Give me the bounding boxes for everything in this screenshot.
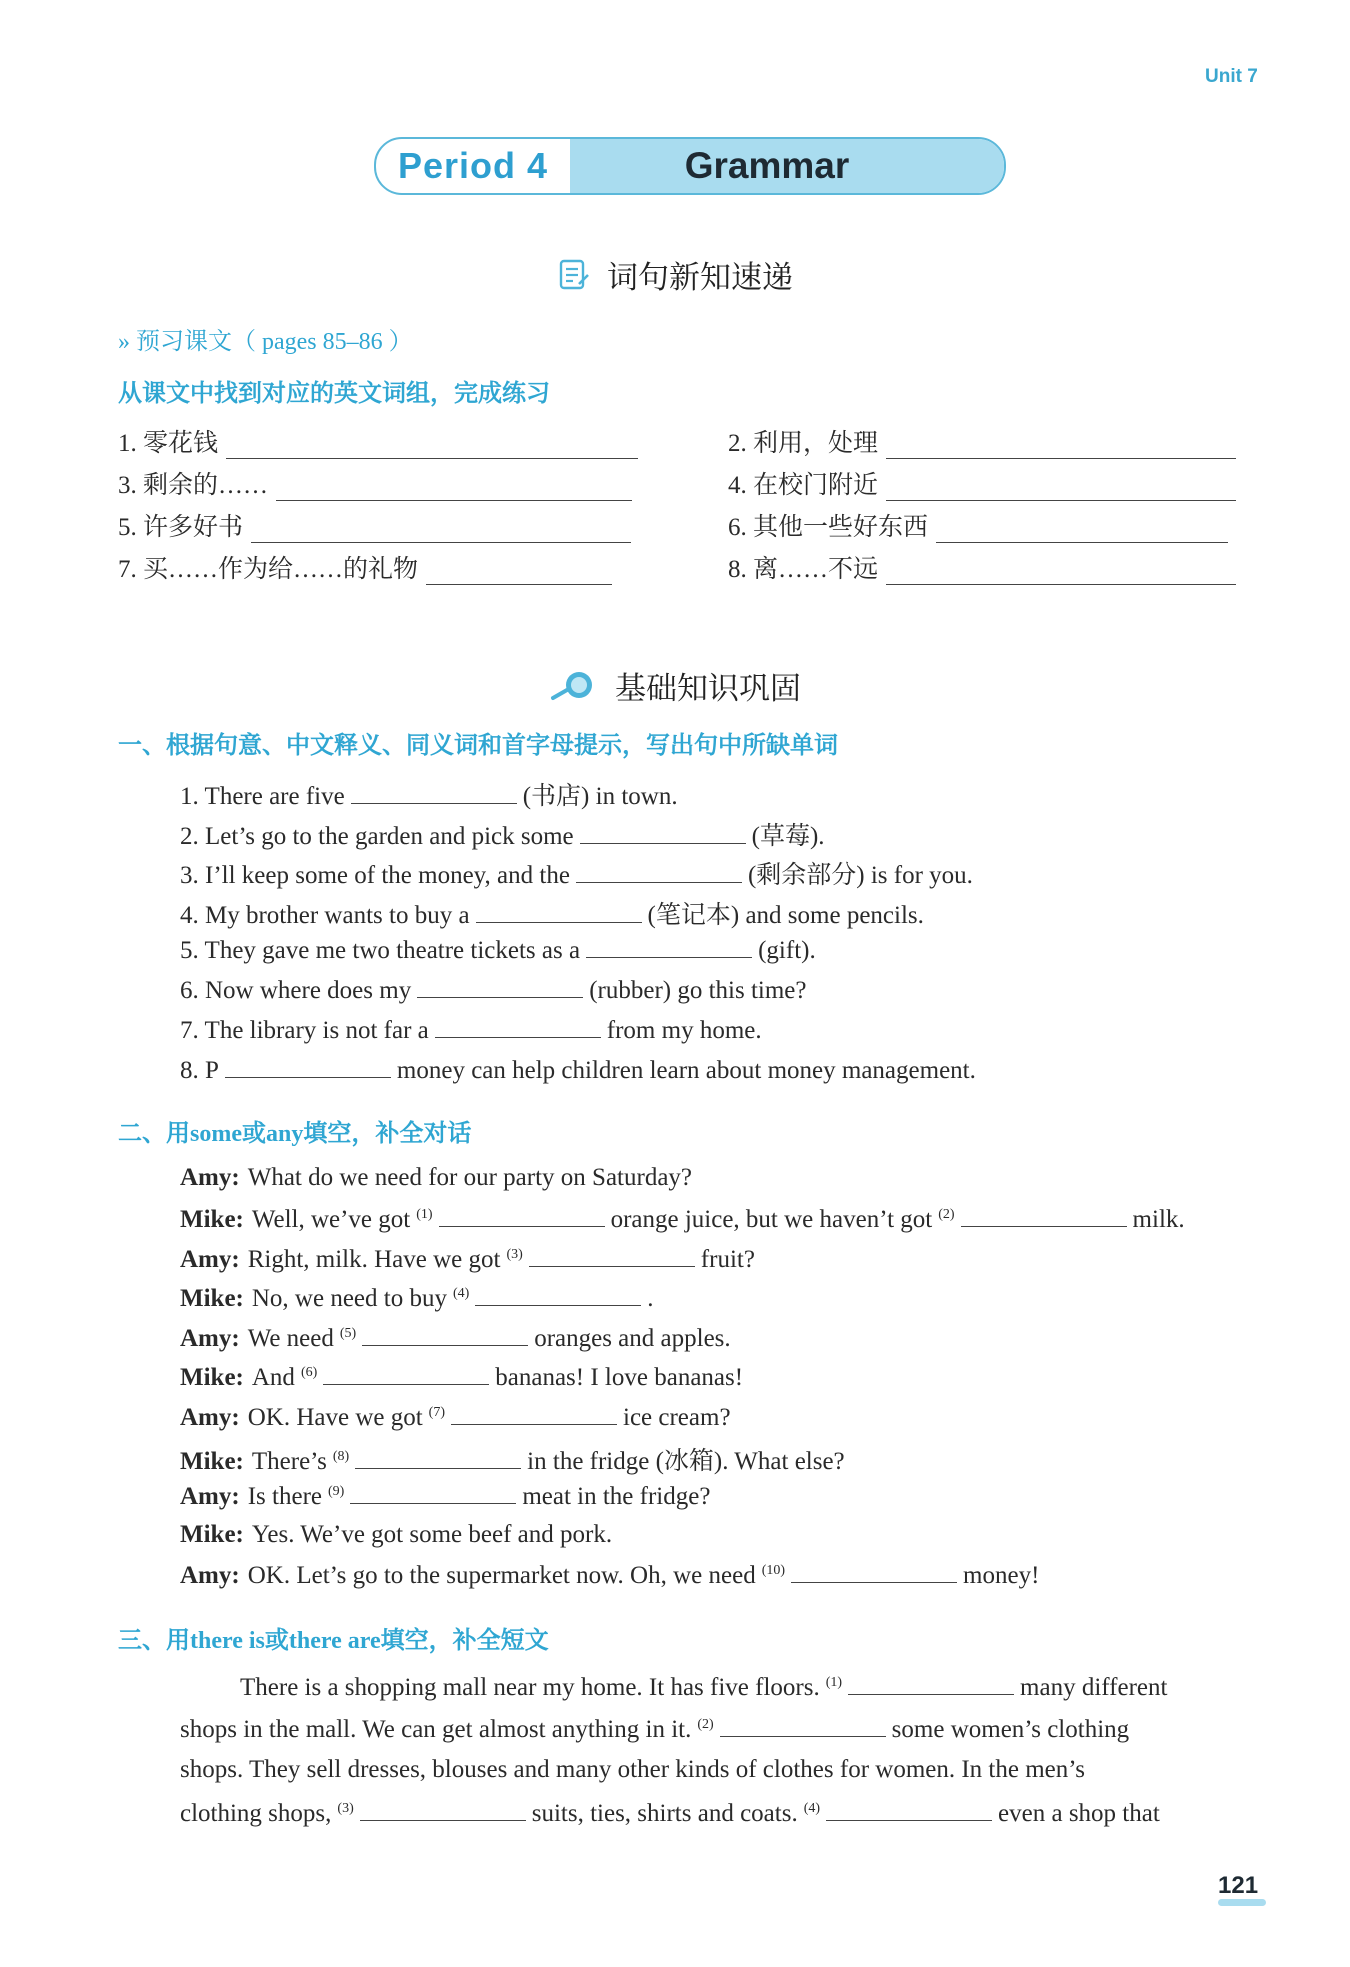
answer-blank[interactable] bbox=[276, 476, 632, 501]
section-basics-heading bbox=[0, 663, 1350, 708]
answer-blank[interactable] bbox=[826, 1798, 992, 1821]
answer-blank[interactable] bbox=[360, 1798, 526, 1821]
vocab-item: 3. 剩余的…… bbox=[118, 465, 632, 501]
answer-blank[interactable] bbox=[791, 1560, 957, 1583]
period-banner bbox=[374, 137, 1006, 195]
answer-blank[interactable] bbox=[323, 1362, 489, 1385]
answer-blank[interactable] bbox=[355, 1446, 521, 1469]
unit-label: Unit 7 bbox=[1205, 66, 1258, 87]
passage-line: There is a shopping mall near my home. It has five floors. $^{(1)}$ many different bbox=[240, 1674, 1168, 1701]
page-number: 121 bbox=[1218, 1872, 1259, 1899]
magnifier-icon bbox=[549, 668, 599, 704]
section-vocab-heading bbox=[0, 252, 1350, 297]
answer-blank[interactable] bbox=[580, 821, 746, 844]
answer-blank[interactable] bbox=[886, 560, 1236, 585]
vocab-item: 7. 买……作为给……的礼物 bbox=[118, 549, 612, 585]
vocab-instruction: 从课文中找到对应的英文词组，完成练习 bbox=[118, 379, 550, 407]
page-number-underline bbox=[1218, 1899, 1266, 1906]
answer-blank[interactable] bbox=[226, 434, 638, 459]
exercise-line: 2. Let’s go to the garden and pick some (草莓). bbox=[180, 823, 825, 850]
part-c-heading: 三、用there is或there are填空，补全短文 bbox=[118, 1626, 549, 1654]
dialogue-line: Amy: Is there $^{(9)}$ meat in the fridge? bbox=[180, 1483, 711, 1510]
section-basics-title: 基础知识巩固 bbox=[615, 671, 801, 707]
dialogue-line: Mike: There’s $^{(8)}$ in the fridge (冰箱). What else? bbox=[180, 1448, 845, 1475]
answer-blank[interactable] bbox=[720, 1714, 886, 1737]
passage-line: clothing shops, $^{(3)}$ suits, ties, shirts and coats. $^{(4)}$ even a shop that bbox=[180, 1800, 1160, 1827]
exercise-line: 3. I’ll keep some of the money, and the (剩余部分) is for you. bbox=[180, 862, 973, 889]
answer-blank[interactable] bbox=[225, 1055, 391, 1078]
dialogue-line: Amy: OK. Let’s go to the supermarket now. Oh, we need $^{(10)}$ money! bbox=[180, 1562, 1040, 1589]
exercise-line: 8. P money can help children learn about money management. bbox=[180, 1057, 976, 1084]
exercise-line: 1. There are five (书店) in town. bbox=[180, 783, 678, 810]
section-vocab-title: 词句新知速递 bbox=[607, 260, 793, 296]
answer-blank[interactable] bbox=[475, 1283, 641, 1306]
dialogue-line: Mike: And $^{(6)}$ bananas! I love bananas! bbox=[180, 1364, 744, 1391]
dialogue-line: Amy: What do we need for our party on Saturday? bbox=[180, 1164, 693, 1191]
notepad-icon bbox=[557, 258, 591, 292]
vocab-item: 5. 许多好书 bbox=[118, 507, 631, 543]
dialogue-line: Amy: Right, milk. Have we got $^{(3)}$ fruit? bbox=[180, 1246, 755, 1273]
answer-blank[interactable] bbox=[476, 900, 642, 923]
part-b-heading: 二、用some或any填空，补全对话 bbox=[118, 1119, 472, 1147]
answer-blank[interactable] bbox=[848, 1672, 1014, 1695]
dialogue-line: Amy: OK. Have we got $^{(7)}$ ice cream? bbox=[180, 1404, 731, 1431]
exercise-line: 4. My brother wants to buy a (笔记本) and some pencils. bbox=[180, 902, 924, 929]
vocab-item: 2. 利用，处理 bbox=[728, 423, 1236, 459]
answer-blank[interactable] bbox=[417, 975, 583, 998]
vocab-item: 4. 在校门附近 bbox=[728, 465, 1236, 501]
vocab-item: 1. 零花钱 bbox=[118, 423, 638, 459]
answer-blank[interactable] bbox=[439, 1204, 605, 1227]
answer-blank[interactable] bbox=[426, 560, 612, 585]
answer-blank[interactable] bbox=[435, 1015, 601, 1038]
answer-blank[interactable] bbox=[961, 1204, 1127, 1227]
answer-blank[interactable] bbox=[350, 1481, 516, 1504]
passage-line: shops. They sell dresses, blouses and many other kinds of clothes for women. In the men’s bbox=[180, 1756, 1085, 1783]
preview-note: » 预习课文（ pages 85–86 ） bbox=[118, 329, 413, 355]
answer-blank[interactable] bbox=[576, 860, 742, 883]
answer-blank[interactable] bbox=[451, 1402, 617, 1425]
dialogue-line: Mike: Well, we’ve got $^{(1)}$ orange juice, but we haven’t got $^{(2)}$ milk. bbox=[180, 1206, 1185, 1233]
answer-blank[interactable] bbox=[251, 518, 631, 543]
answer-blank[interactable] bbox=[936, 518, 1228, 543]
answer-blank[interactable] bbox=[586, 935, 752, 958]
dialogue-line: Mike: No, we need to buy $^{(4)}$ . bbox=[180, 1285, 654, 1312]
vocab-item: 8. 离……不远 bbox=[728, 549, 1236, 585]
period-label: Period 4 bbox=[397, 145, 549, 186]
exercise-line: 7. The library is not far a from my home. bbox=[180, 1017, 762, 1044]
answer-blank[interactable] bbox=[886, 476, 1236, 501]
answer-blank[interactable] bbox=[351, 781, 517, 804]
dialogue-line: Amy: We need $^{(5)}$ oranges and apples. bbox=[180, 1325, 731, 1352]
exercise-line: 6. Now where does my (rubber) go this time? bbox=[180, 977, 807, 1004]
passage-line: shops in the mall. We can get almost anything in it. $^{(2)}$ some women’s clothing bbox=[180, 1716, 1130, 1743]
topic-label: Grammar bbox=[570, 139, 1004, 193]
answer-blank[interactable] bbox=[886, 434, 1236, 459]
vocab-item: 6. 其他一些好东西 bbox=[728, 507, 1228, 543]
answer-blank[interactable] bbox=[529, 1244, 695, 1267]
dialogue-line: Mike: Yes. We’ve got some beef and pork. bbox=[180, 1521, 613, 1548]
answer-blank[interactable] bbox=[362, 1323, 528, 1346]
exercise-line: 5. They gave me two theatre tickets as a (gift). bbox=[180, 937, 816, 964]
part-a-heading: 一、根据句意、中文释义、同义词和首字母提示，写出句中所缺单词 bbox=[118, 731, 838, 759]
